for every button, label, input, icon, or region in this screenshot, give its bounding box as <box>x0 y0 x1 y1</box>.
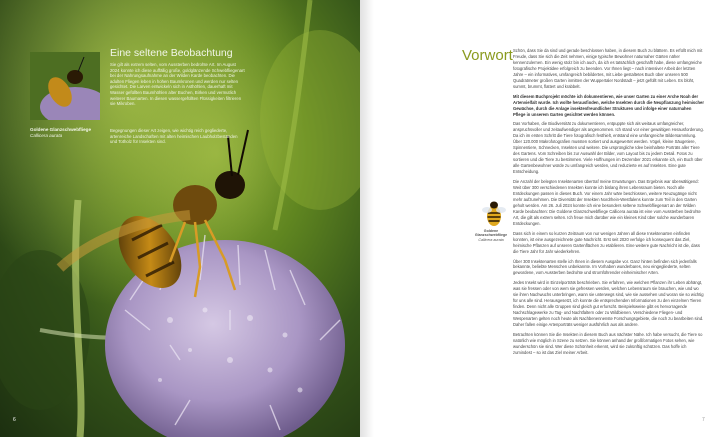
left-page-paragraph-2: Begegnungen dieser Art zeigen, wie wichtig reich gegliederte, artenreiche Landschaften mit alten heimischen Laubholzbeständen und Totholz für Insekten sind. <box>110 128 238 145</box>
small-hoverfly-common-name: Goldene Glanzschwebfliege <box>474 229 508 238</box>
inset-hoverfly-image <box>30 52 100 120</box>
spine-shadow <box>360 0 374 437</box>
vorwort-title: Vorwort <box>462 47 513 64</box>
vorwort-paragraph-6: Über 300 Insektenarten stelle ich Ihnen in diesem Ausgabe vor. Ganz hinten befinden sich jedenfalls bekannte, beliebte Menschen unbekannte. Im Vorhaben wunderbares, neu eingegliederte, selten gewordene, vom Aussterben bedrohte und stromführender einheimischer Arten. <box>513 258 697 276</box>
vorwort-paragraph-7: Jedes Insekt wird in Einzelporträts beschrieben. Sie erfahren, wie welchen Pflanzen ihr Leben abhängt, was sie fressen oder von wem sie gefressen werden, welchen Lebensraum sie brauchen, wie und wo sie ihren Nachwuchs unterbringen, wann sie unterwegs sind, wie sie aussehen und woran sie so wichtig für uns alle sind. Herausgesetzt, ich konnte die entsprechenden Informationen zu den einzelnen Tieren finden. Denn nicht alle Gruppen sind gleich gut erforscht. Beispielsweise gibt es hervorragende Nachschlagewerke zu Tag- und Nachtfaltern oder zu Wildbienen. Verschiedene Fliegen- und Wespenarten gelten noch heute als Nachbenennenste Forschungsgebiete, die noch zu bearbeiten sind. Daher fallen einige Artenporträts weniger ausführlich aus als andere. <box>513 280 704 328</box>
vorwort-paragraph-2: Mit diesem Buchprojekt möchte ich dokumentieren, wie unser Garten zu einer Arche Noah der Artenvielfalt wurde. Ich wollte herausfinden, welche Insekten durch die Neupflanzung heimischer Gewächse, durch die Anlage insektenfreundlicher Strukturen und infolge einer naturnahen Pflege in unserem Garten gesichtet werden können. <box>513 93 704 117</box>
left-page-heading: Eine seltene Beobachtung <box>110 47 233 59</box>
inset-caption <box>30 127 110 139</box>
vorwort-body <box>513 48 704 360</box>
left-page-paragraph-1: Sie gilt als extrem selten, vom Aussterben bedrohte Art. Im August 2024 konnte ich diese auffällig große, goldglänzende Schwebfliegenart bei der Nahrungsaufnahme an der Wilden Karde beobachten. Die adulten Fliegen leben in hohen Baumkronen und werden nur selten gesichtet. Die Larven entwickeln sich in Asthöhlen, dauerhaft mit Wasser gefüllten Baumhöhlen alter Buchen, Birken und vermutlich weiterer Baumarten. In diesen wassergefüllten Flüssigkeiten filtrieren sie Mikroben. <box>110 62 245 107</box>
right-page-number: 7 <box>702 417 705 423</box>
inset-photo <box>30 52 100 120</box>
small-hoverfly-illustration <box>481 199 507 229</box>
small-hoverfly-latin-name: Callicera aurata <box>478 237 504 242</box>
vorwort-paragraph-5: Dass sich in einem so kurzen Zeitraum von nur wenigen Jahren all diese Insektenarten einfinden konnten, ist eine ausgezeichnete gute Nachricht. Erst seit 2020 verfolge ich konsequent das Ziel, heimische Pflanzen auf unseren Gartenflächen zu etablieren. Eine weitere gute Nachricht ist die, dass die Tiere Jahr für Jahr wiederkehren. <box>513 230 700 254</box>
inset-caption-latin-name: Callicera aurata <box>30 133 63 138</box>
vorwort-paragraph-8: Betrachten können Sie die Insekten in diesem Buch aus nächster Nähe. Ich habe versucht, die Tiere so natürlich wie möglich in Szene zu setzen. Sie können anhand der großformatigen Fotos sehen, wie wunderschön sie sind. Wer diese Schönheit erkennt, wird sie zukünftig schützen. Das hoffe ich zumindest – so ist das Ziel meiner Arbeit. <box>513 331 703 355</box>
vorwort-paragraph-1: Schön, dass Sie da sind und gerade beschlossen haben, in diesem Buch zu blättern. Es erfüllt mich mit Freude, dass Sie sich die Zeit nehmen, einige typische Bewohner naturnaher Gärten näher kennenzulernen. Ein wenig stolz bin ich auch, da ich es tatsächlich geschafft habe, diese umfangreiche fotografische Projektidee erfolgreich zu beenden. Vor Ihnen liegt – nach intensiver Arbeit der letzten Jahre – ein informatives, umfangreich bebildertes, mit Liebe gestaltetes Buch über unseren 500 Quadratmeter großen Garten inmitten der Wuppertaler Nordstadt – jetzt gefüllt mit Leben. Es blüht, summt, brummt, flattert und krabbelt. <box>513 48 703 89</box>
vorwort-paragraph-4: Die Anzahl der belegten Insektenarten übertraf meine Erwartungen. Das Ergebnis war überwältigend: Weit über 300 verschiedenen Insekten konnte ich bislang ihren Lebensraum bieten. Noch alle Entdeckungen passen in dieses Buch. Vor einem Jahr wäre beschlossen, weitere Neuzugänge nicht mehr aufzunehmen. Die Diversität der Insekten Nordrhein-Westfalens konnte zum Teil in den Garten geholt werden. Am 26. Juli 2024 konnte ich eine besonders seltene Schwebfliegenart an der Wilden Karde beobachten: Die Goldene Glanzschwebfliege Callicera aurata ist eine vom Aussterben bedrohte Art, die gilt als extrem selten. Ich freue mich darüber wie ein kleines Kind über solche wunderbaren Entdeckungen. <box>513 179 701 226</box>
small-hoverfly-caption <box>471 229 511 242</box>
vorwort-paragraph-3: Das Vorhaben, die Biodiversität zu dokumentieren, entpuppte sich als weitaus umfangreicher, anspruchsvoller und zeitaufwendiger als angenommen. Ich stand vor einer gewaltigen Herausforderung. Da ich im ersten Schritt die Tiere fotografisch festhielt, entstand eine umfangreiche Bildersammlung. Über 120.000 Makrofotografien mussten sortiert und ausgewertet werden. Vögel, kleine Säugetiere, Spinnentiere, Schnecken, Insekten und weitere. Die ursprüngliche Idee beinhaltete Porträts aller Tiere des Gartens. Vom Schreiben bis zur Auswahl der Bilder, vom Layout bis zu jedem Detail. Fotos zu sortieren und die Tiere zu bestimmen. Viele Hoffnungen im Dezember 2021 erkannte ich, ein Buch über alle Gartenbewohner würde zu umfangreich werden, und reduzierte es auf Insekten. Eine gute Entscheidung. <box>513 121 704 175</box>
inset-caption-common-name: Goldene Glanzschwebfliege <box>30 127 92 132</box>
left-page-number: 6 <box>13 417 16 423</box>
